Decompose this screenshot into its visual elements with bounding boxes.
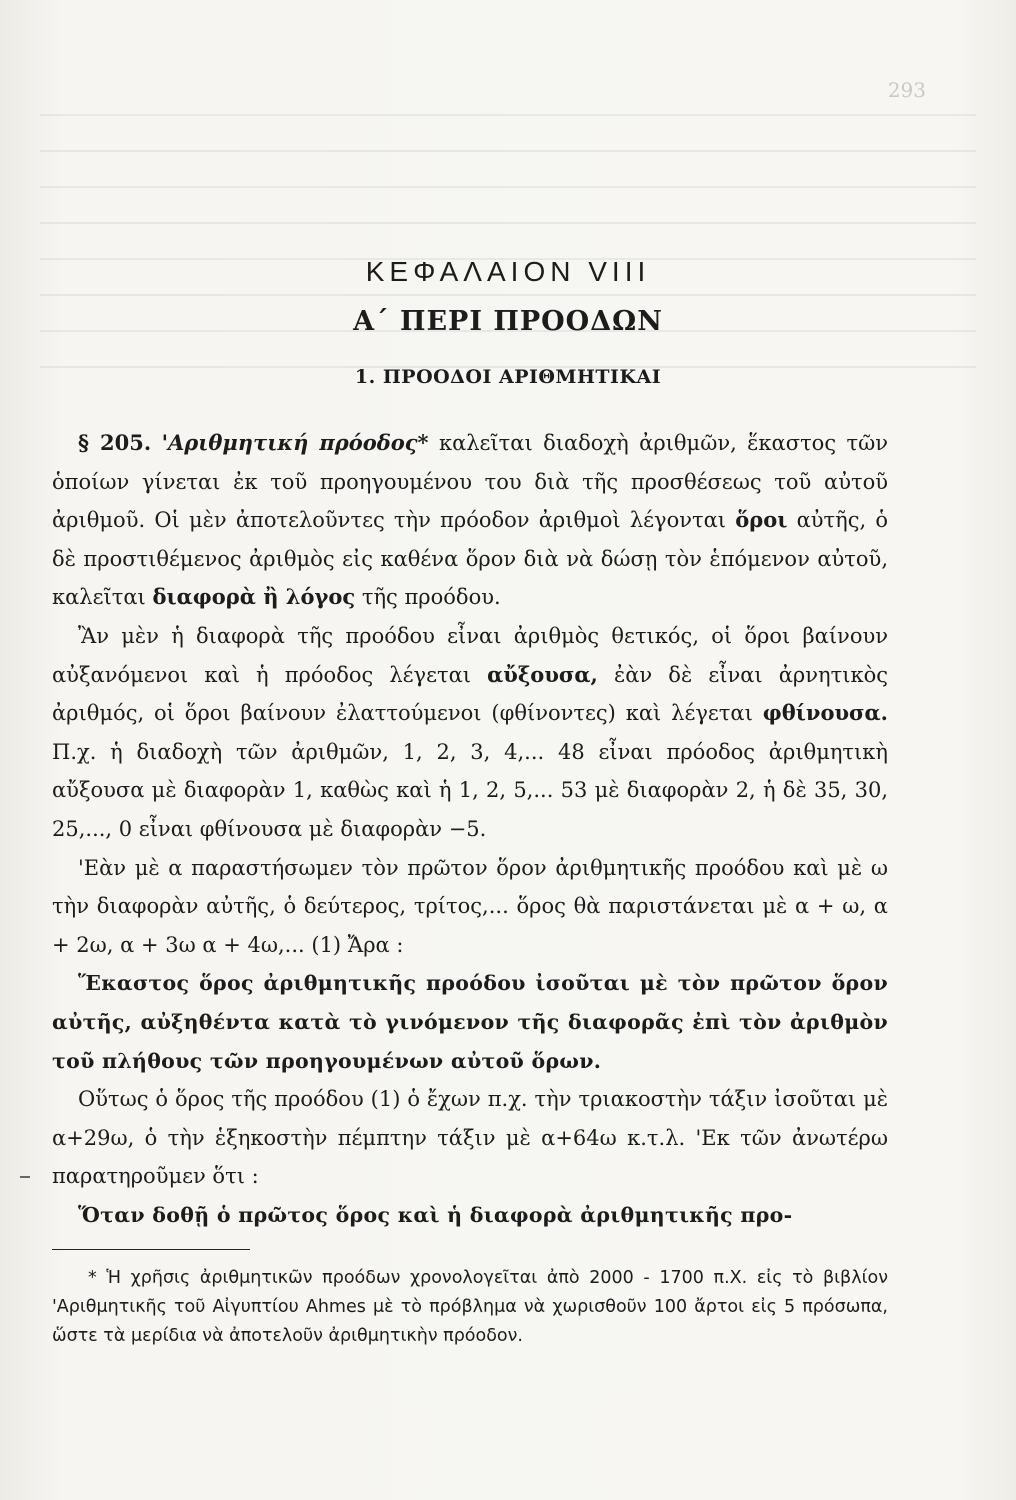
paragraph-formula: 'Εὰν μὲ α παραστήσωμεν τὸν πρῶτον ὅρον ἀριθμητικῆς προόδου καὶ μὲ ω τὴν διαφορὰν αὐτῆς, ὁ δεύτερος, τρίτος,... ὅρος θὰ παριστάνεται μὲ α + ω, α + 2ω, α + 3ω α + 4ω,... (1) Ἄρα : bbox=[52, 855, 888, 957]
paragraph-application: Οὕτως ὁ ὅρος τῆς προόδου (1) ὁ ἔχων π.χ. τὴν τριακοστὴν τάξιν ἰσοῦται μὲ α+29ω, ὁ τὴν ἑξηκοστὴν πέμπτην τάξιν μὲ α+64ω κ.τ.λ. 'Εκ τῶν ἀνωτέρω παρατηροῦμεν ὅτι : bbox=[52, 1087, 888, 1189]
section-title: Α΄ ΠΕΡΙ ΠΡΟΟΔΩΝ bbox=[353, 306, 663, 337]
bold-term: διαφορὰ ἢ λόγος bbox=[152, 584, 356, 610]
text-run: Π.χ. ἡ διαδοχὴ τῶν ἀριθμῶν, 1, 2, 3, 4,... 48 εἶναι πρόοδος ἀριθμητικὴ αὔξουσα μὲ διαφορὰν 1, καθὼς καὶ ἡ 1, 2, 5,... 53 μὲ διαφορὰν 2, ἡ δὲ 35, 30, 25,..., 0 εἶναι φθίνουσα μὲ διαφορὰν −5. bbox=[52, 739, 888, 841]
defined-term: 'Αριθμητική πρόοδος* bbox=[161, 430, 429, 455]
text-run: Ἂν μὲν ἡ διαφορὰ τῆς προόδου εἶναι ἀριθμὸς θετικός, οἱ ὅροι βαίνουν αὐξανόμενοι καὶ ἡ πρόοδος λέγεται bbox=[52, 623, 888, 687]
rule-statement: Ἕκαστος ὅρος ἀριθμητικῆς προόδου ἰσοῦται μὲ τὸν πρῶτον ὅρον αὐτῆς, αὐξηθέντα κατὰ τὸ γινόμενον τῆς διαφορᾶς ἐπὶ τὸν ἀριθμὸν τοῦ πλήθους τῶν προηγουμένων αὐτοῦ ὅρων. bbox=[52, 971, 888, 1073]
text-run: ἐὰν δὲ εἶναι ἀρνητικὸς ἀριθμός, οἱ ὅροι βαίνουν ἐλαττούμενοι (φθίνοντες) καὶ λέγεται bbox=[52, 662, 889, 726]
faint-page-number: 293 bbox=[887, 78, 926, 102]
bold-term: φθίνουσα. bbox=[762, 700, 888, 726]
text-run: καλεῖται διαδοχὴ ἀριθμῶν, ἕκαστος τῶν ὁποίων γίνεται ἐκ τοῦ προηγουμένου του διὰ τῆς προσθέσεως τοῦ αὐτοῦ ἀριθμοῦ. Οἱ μὲν ἀποτελοῦντες τὴν πρόοδον ἀριθμοὶ λέγονται bbox=[52, 431, 888, 533]
text-run: τῆς προόδου. bbox=[355, 585, 501, 610]
footnote-text: * Ἡ χρῆσις ἀριθμητικῶν προόδων χρονολογεῖται ἀπὸ 2000 - 1700 π.Χ. εἰς τὸ βιβλίον 'Αριθμητικῆς τοῦ Αἰγυπτίου Ahmes μὲ τὸ πρόβλημα νὰ χωρισθοῦν 100 ἄρτοι εἰς 5 πρόσωπα, ὥστε τὰ μερίδια νὰ ἀποτελοῦν ἀριθμητικὴν πρόοδον. bbox=[52, 1268, 888, 1346]
section-number: § 205. bbox=[78, 430, 152, 455]
margin-mark bbox=[20, 1176, 30, 1178]
rule-statement-continued: Ὅταν δοθῇ ὁ πρῶτος ὅρος καὶ ἡ διαφορὰ ἀριθμητικῆς προ- bbox=[78, 1202, 793, 1227]
chapter-title: ΚΕΦΑΛΑΙΟΝ VIII bbox=[365, 256, 651, 287]
bold-term: ὅροι bbox=[735, 507, 788, 533]
subsection-title: 1. ΠΡΟΟΔΟΙ ΑΡΙΘΜΗΤΙΚΑΙ bbox=[354, 366, 662, 388]
paragraph-examples bbox=[52, 617, 888, 849]
body-text bbox=[52, 424, 888, 1234]
footnote bbox=[52, 1264, 888, 1351]
bold-term: αὔξουσα, bbox=[487, 661, 598, 687]
paragraph-definition bbox=[52, 424, 888, 617]
text-run: αὐτῆς, ὁ δὲ προστιθέμενος ἀριθμὸς εἰς καθένα ὅρον διὰ νὰ δώσῃ τὸν ἑπόμενον αὐτοῦ, καλεῖται bbox=[52, 508, 888, 610]
footnote-divider bbox=[52, 1249, 250, 1250]
